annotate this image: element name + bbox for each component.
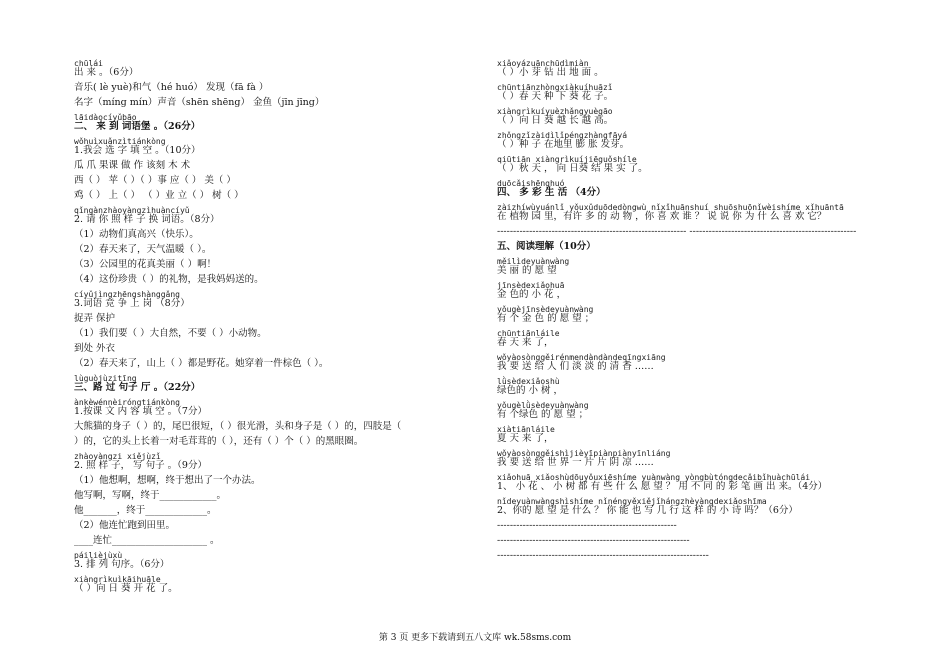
section-heading: 五、阅读理解（10分） (497, 241, 596, 252)
pinyin-line: xiǎoyázuānchūdìmiàn (497, 59, 589, 68)
pinyin-line: xiàngrìkuìkāihuāle (74, 575, 161, 584)
section-heading: 二、 来 到 词语堡 。（26分） (74, 121, 201, 132)
text-line: 3. 排 列 句序。（6分） (74, 559, 170, 570)
text-line: -------------------------------------------------------- (497, 520, 677, 531)
text-line: 他写啊，写啊，终于____________。 (74, 490, 227, 501)
text-line: 鸡（ ） 上（ ） （ ）业 立（ ） 树（ ） (74, 190, 244, 201)
pinyin-line: chūlái (74, 59, 103, 68)
text-line: （1）他想啊，想啊，终于想出了一个办法。 (74, 475, 261, 486)
pinyin-line: zàizhíwùyuánlǐ yǒuxǔduōdedòngwù nǐxǐhuānshuí shuōshuōnǐwèishíme xǐhuāntā (497, 203, 844, 212)
pinyin-line: qiūtiān xiàngrìkuíjiēguǒshíle (497, 155, 637, 164)
text-line: ____连忙____________________ 。 (74, 535, 220, 546)
text-line: （4）这份珍贵（ ）的礼物，是我妈妈送的。 (74, 274, 264, 285)
pinyin-line: zhǒngzǐzàidìlǐpéngzhàngfāyá (497, 131, 628, 140)
text-line: （2）他连忙跑到田里。 (74, 520, 176, 531)
text-line: （1）动物们真高兴（快乐）。 (74, 229, 199, 240)
pinyin-line: wǒyàosònggěishìjièyīpiànpiànyīnliáng (497, 449, 671, 458)
text-line: 金 色的 小 花 ， (497, 289, 567, 300)
text-line: 瓜 爪 果课 做 作 该刻 木 术 (74, 160, 191, 171)
text-line: 1、 小 花 、 小 树 都 有 些 什 么 愿 望 ？ 用 不 同 的 彩 笔 画 出 来。（4分） (497, 481, 828, 492)
text-line: 3.词语 竞 争 上 岗 （8分） (74, 298, 190, 309)
text-line: ）的，它的头上长着一对毛茸茸的（ ），还有（ ）个（ ）的黑眼圈。 (74, 436, 364, 447)
pinyin-line: qǐngànzhàoyàngzìhuàncíyǔ (74, 206, 190, 215)
pinyin-line: yǒugèjīnsèdeyuànwàng (497, 305, 594, 314)
text-line: 在 植物 园 里，有许 多 的 动 物 ，你 喜 欢 谁 ？ 说 说 你 为 什 么 喜 欢 它？ (497, 211, 827, 222)
text-line: 西（ ） 苹（ ）（ ）事 应（ ） 美（ ） (74, 175, 236, 186)
text-line: （2）春天来了，天气温暖（ ）。 (74, 244, 212, 255)
pinyin-line: xiǎohuā xiǎoshùdōuyǒuxiēshíme yuànwàng yòngbùtóngdecǎibǐhuàchūlái (497, 473, 811, 482)
text-line: 1.按课 文 内 容 填 空 。（7分） (74, 406, 207, 417)
text-line: 1.我会 选 字 填 空 。（10分） (74, 145, 201, 156)
text-line: 到处 外衣 (74, 343, 116, 354)
text-line: （ ）小 芽 钻 出 地 面 。 (497, 67, 604, 78)
pinyin-line: měilìdeyuànwàng (497, 257, 570, 266)
text-line: 有 个 金 色 的 愿 望 ； (497, 313, 595, 324)
pinyin-line: zhàoyàngzi xiějùzǐ (74, 452, 161, 461)
pinyin-line: páilièjùxù (74, 551, 123, 560)
text-line: ------------------------------------------------------------ (497, 535, 690, 546)
text-line: 我 要 送 给 世 界 一 片 片 阴 凉 …… (497, 457, 654, 468)
text-line: 音乐( lè yuè)和气（hé huó） 发现（fā fà ） (74, 82, 269, 93)
text-line: （3）公园里的花真美丽（ ）啊！ (74, 259, 217, 270)
text-line: （ ）秋 天 ， 向 日葵 结 果 实 了。 (497, 163, 648, 174)
text-line: 绿色的 小 树 ， (497, 385, 564, 396)
pinyin-line: duōcǎishēnghuó (497, 179, 565, 188)
text-line: ------------------------------------------------------------------ (497, 550, 709, 561)
text-line: （ ）向 日 葵 越 长 越 高。 (497, 115, 614, 126)
text-line: 2. 请 你 照 样 子 换 词语。（8分） (74, 214, 220, 225)
pinyin-line: chūntiānzhòngxiàkuíhuāzǐ (497, 83, 613, 92)
text-line: （ ）春 天 种 下 葵 花 子。 (497, 91, 614, 102)
pinyin-line: ànkèwénnèiróngtiánkòng (74, 398, 180, 407)
text-line: 捉弄 保护 (74, 313, 116, 324)
text-line: （ ）种 子 在地里 膨 胀 发芽。 (497, 139, 630, 150)
pinyin-line: nǐdeyuànwàngshìshíme nǐnéngyěxiějǐhángzhèyàngdexiǎoshīma (497, 497, 767, 506)
pinyin-line: xiàtiānláile (497, 425, 555, 434)
pinyin-line: jīnsèdexiǎohuā (497, 281, 565, 290)
text-line: 2. 照 样 子， 写 句子 。（9分） (74, 460, 207, 471)
section-heading: 四、 多 彩 生 活 （4分） (497, 187, 606, 198)
text-line: 2、你的 愿 望 是 什么 ？ 你 能 也 写 几 行 这 样 的 小 诗 吗？（6分） (497, 505, 798, 516)
pinyin-line: xiàngrìkuíyuèzhǎngyuègāo (497, 107, 613, 116)
text-line: 出 来 。（6分） (74, 67, 139, 78)
pinyin-line: lǜsèdexiǎoshù (497, 377, 560, 386)
text-line: 大熊猫的身子（ ）的，尾巴很短，（ ）很光滑，头和身子是（ ）的，四肢是（ (74, 421, 402, 432)
text-line: （ ）向 日 葵 开 花 了。 (74, 583, 178, 594)
text-line: 有 个绿色 的 愿 望 ； (497, 409, 589, 420)
section-heading: 三、路 过 句子 厅 。（22分） (74, 382, 201, 393)
pinyin-line: yǒugèlǜsèdeyuànwàng (497, 401, 589, 410)
text-line: 他_______，终于_____________。 (74, 505, 217, 516)
pinyin-line: lāidàocíyǔbāo (74, 113, 137, 122)
text-line: 美 丽 的 愿 望 (497, 265, 557, 276)
text-line: ----------------------------------------------------------- ---------------------------------------------------- (497, 226, 857, 237)
text-line: 夏 天 来 了， (497, 433, 554, 444)
pinyin-line: wǒhuìxuǎnzìtiánkòng (74, 137, 166, 146)
pinyin-line: wǒyàosònggěirénmendàndàndeqīngxiāng (497, 353, 666, 362)
text-line: 名字（míng mín）声音（shēn shēng） 金鱼（jīn jīng） (74, 97, 325, 108)
text-line: （1）我们要（ ）大自然，不要（ ）小动物。 (74, 328, 267, 339)
pinyin-line: chūntiānláile (497, 329, 560, 338)
page-footer: 第 3 页 更多下载请到五八文库 wk.58sms.com (378, 633, 572, 643)
text-line: 春 天 来 了， (497, 337, 554, 348)
pinyin-line: cíyǔjìngzhēngshànggǎng (74, 290, 180, 299)
text-line: （2）春天来了，山上（ ）都是野花。她穿着一件棕色（ ）。 (74, 358, 329, 369)
text-line: 我 要 送 给 人 们 淡 淡 的 清 香 …… (497, 361, 654, 372)
pinyin-line: lùguòjùzitīng (74, 374, 137, 383)
